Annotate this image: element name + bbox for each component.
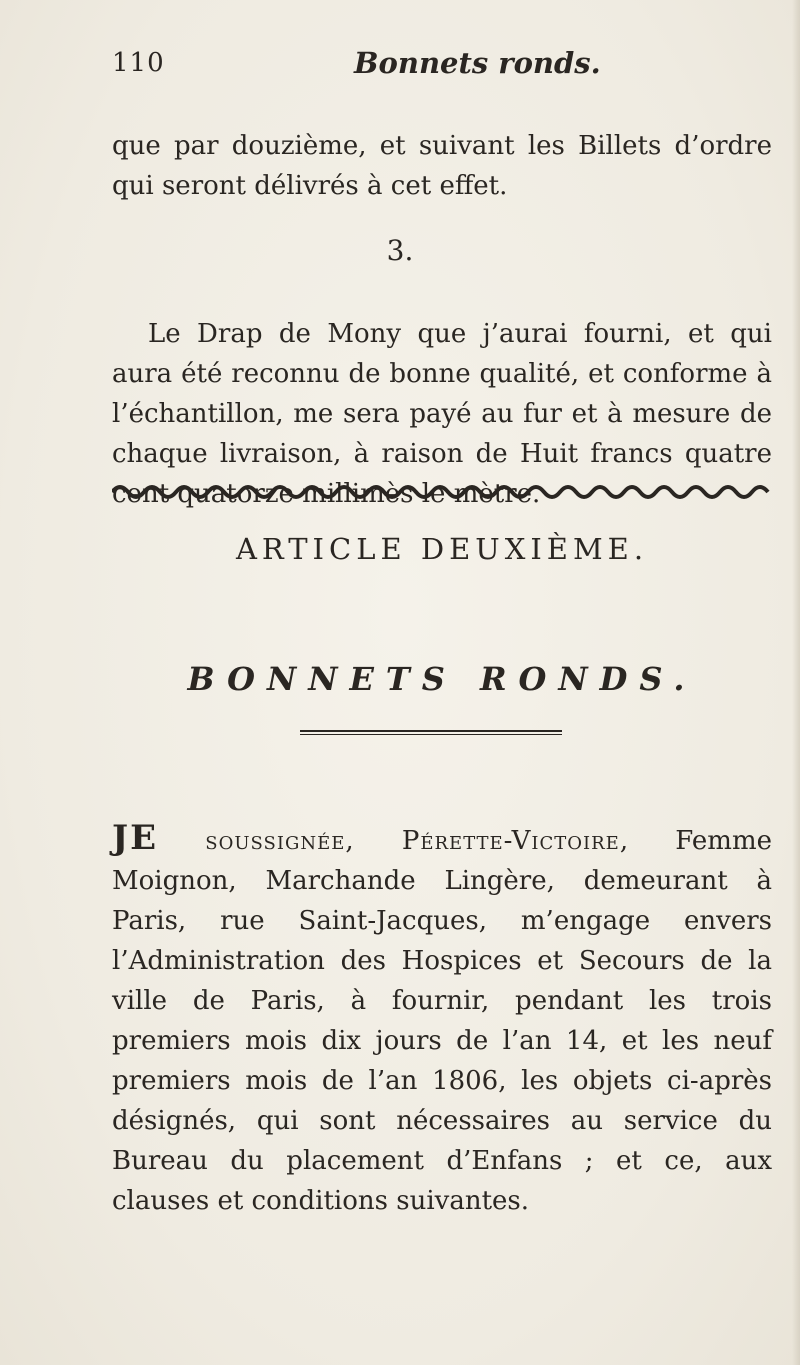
section-title: BONNETS RONDS. [187,660,697,698]
section-number: 3. [386,234,414,267]
signer-name: Pérette-Victoire [401,826,620,856]
page-edge-shadow [792,0,800,1365]
intro-paragraph: que par douzième, et suivant les Billets d’ordre qui seront délivrés à cet effet. [112,131,772,201]
running-head [112,48,772,98]
drop-cap: JE [112,818,159,858]
ornamental-rule [112,482,772,502]
article-heading: ARTICLE DEUXIÈME. [235,532,649,566]
running-title: Bonnets ronds. [354,46,601,80]
engagement-paragraph [112,818,772,1221]
item-3-paragraph: Le Drap de Mony que j’aurai fourni, et qui aura été reconnu de bonne qualité, et conforme à l’échantillon, me sera payé au fur et à mesure de chaque livraison, à raison de Huit francs quatre cent quatorze millimès le mètre. [112,319,772,509]
title-rule [300,730,562,736]
signer-label: soussignée, [205,826,355,856]
engagement-body: , Femme Moignon, Marchande Lingère, demeurant à Paris, rue Saint-Jacques, m’engage envers l’Administration des Hospices et Secours de la ville de Paris, à fournir, pendant les trois premiers mois dix jours de l’an 14, et les neuf premiers mois de l’an 1806, les objets ci-après désignés, qui sont nécessaires au service du Bureau du placement d’Enfans ; et ce, aux clauses et conditions suivantes. [112,826,773,1216]
page-number: 110 [112,48,165,78]
